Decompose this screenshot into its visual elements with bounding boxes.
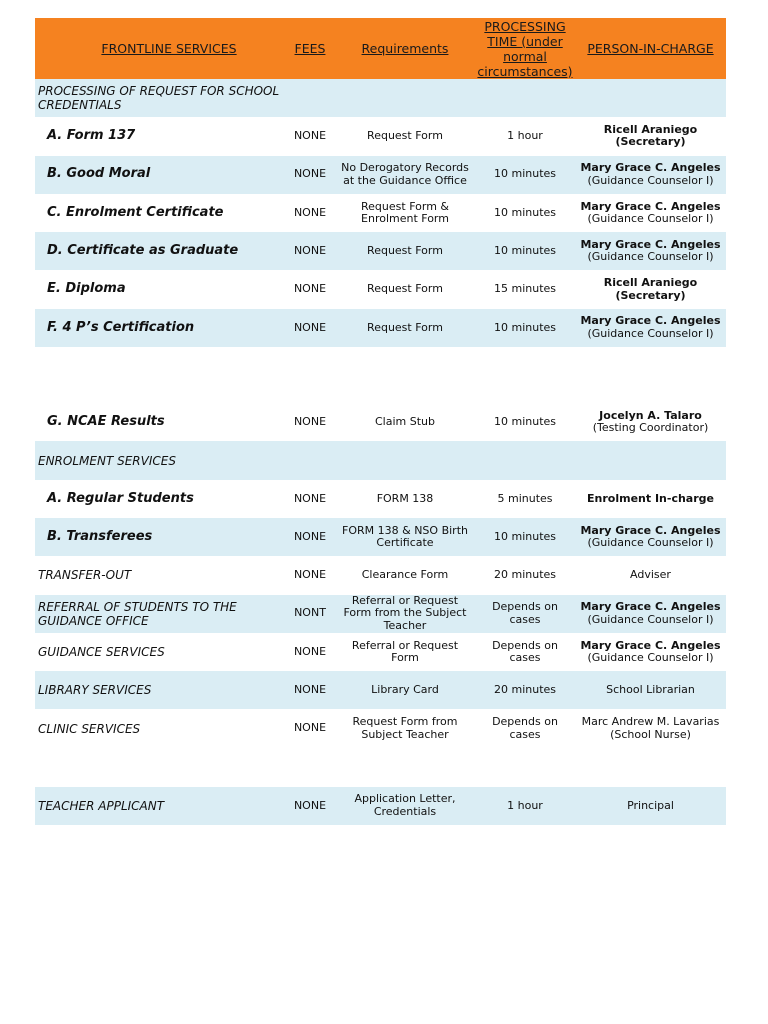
person-name: Enrolment In-charge bbox=[587, 491, 714, 505]
requirements-cell: Request Form bbox=[367, 244, 443, 258]
person-in-charge-cell bbox=[575, 162, 726, 187]
fees-cell: NONE bbox=[293, 320, 327, 334]
fees-cell: NONE bbox=[293, 167, 327, 181]
service-name: B. Good Moral bbox=[47, 166, 151, 182]
person-in-charge-cell bbox=[575, 239, 726, 264]
person-name: Mary Grace C. Angeles bbox=[580, 523, 721, 537]
processing-time-cell: Depends on cases bbox=[492, 715, 558, 741]
section-row bbox=[35, 441, 726, 479]
section-row bbox=[35, 79, 726, 117]
processing-time-cell: 10 minutes bbox=[493, 244, 557, 258]
person-role: (Guidance Counselor I) bbox=[587, 326, 714, 340]
header-frontline-services: FRONTLINE SERVICES bbox=[101, 41, 237, 56]
requirements-cell: Request Form bbox=[367, 320, 443, 334]
table-row bbox=[35, 671, 726, 709]
person-role: (Testing Coordinator) bbox=[592, 421, 709, 435]
person-name: Mary Grace C. Angeles bbox=[580, 199, 721, 213]
requirements-cell: Claim Stub bbox=[375, 414, 435, 428]
fees-cell: NONE bbox=[293, 129, 327, 143]
service-name: TRANSFER-OUT bbox=[38, 568, 132, 583]
person-in-charge-cell bbox=[575, 640, 726, 665]
processing-time-cell: 10 minutes bbox=[493, 205, 557, 219]
processing-time-cell: Depends on cases bbox=[492, 638, 558, 664]
fees-cell: NONE bbox=[293, 491, 327, 505]
table-row bbox=[35, 480, 726, 518]
person-name: Mary Grace C. Angeles bbox=[580, 638, 721, 652]
service-name: G. NCAE Results bbox=[47, 413, 165, 429]
person-role: (School Nurse) bbox=[610, 727, 691, 741]
service-name: F. 4 P’s Certification bbox=[47, 319, 195, 335]
person-in-charge-cell bbox=[575, 410, 726, 435]
processing-time-cell: 10 minutes bbox=[493, 167, 557, 181]
processing-time-cell: 15 minutes bbox=[493, 282, 557, 296]
person-name: Ricell Araniego bbox=[603, 122, 698, 136]
processing-time-cell: 10 minutes bbox=[493, 529, 557, 543]
fees-cell: NONE bbox=[293, 798, 327, 812]
person-in-charge-cell bbox=[575, 525, 726, 550]
person-in-charge-cell bbox=[575, 315, 726, 340]
person-in-charge-cell bbox=[575, 601, 726, 626]
person-name: Jocelyn A. Talaro bbox=[599, 408, 702, 422]
table-row bbox=[35, 595, 726, 633]
service-name: A. Form 137 bbox=[47, 128, 136, 144]
person-in-charge-cell bbox=[575, 684, 726, 697]
person-in-charge-cell bbox=[575, 124, 726, 149]
service-name: ENROLMENT SERVICES bbox=[38, 453, 176, 468]
requirements-cell: Application Letter, Credentials bbox=[354, 792, 456, 818]
person-in-charge-cell bbox=[575, 493, 726, 506]
fees-cell: NONT bbox=[294, 606, 326, 620]
person-name: Adviser bbox=[630, 568, 671, 582]
person-name: Ricell Araniego bbox=[603, 276, 698, 290]
table-row bbox=[35, 787, 726, 825]
person-name: Mary Grace C. Angeles bbox=[580, 314, 721, 328]
service-name: D. Certificate as Graduate bbox=[47, 243, 239, 259]
fees-cell: NONE bbox=[293, 568, 327, 582]
requirements-cell: Referral or Request Form from the Subject Teacher bbox=[343, 593, 467, 632]
person-name: Marc Andrew M. Lavarias bbox=[581, 715, 720, 729]
person-name: School Librarian bbox=[606, 683, 695, 697]
person-role: (Guidance Counselor I) bbox=[587, 250, 714, 264]
service-name: CLINIC SERVICES bbox=[38, 721, 141, 736]
fees-cell: NONE bbox=[293, 683, 327, 697]
service-name: E. Diploma bbox=[47, 281, 126, 297]
person-name: Principal bbox=[627, 798, 674, 812]
processing-time-cell: 10 minutes bbox=[493, 414, 557, 428]
requirements-cell: FORM 138 & NSO Birth Certificate bbox=[342, 523, 468, 550]
header-fees: FEES bbox=[294, 41, 326, 56]
table-header bbox=[35, 18, 726, 79]
person-role: (Secretary) bbox=[615, 135, 686, 149]
fees-cell: NONE bbox=[293, 282, 327, 296]
person-role: (Secretary) bbox=[615, 288, 686, 302]
person-role: (Guidance Counselor I) bbox=[587, 173, 714, 187]
processing-time-cell: 1 hour bbox=[507, 798, 543, 812]
service-name: B. Transferees bbox=[47, 528, 153, 544]
service-name: LIBRARY SERVICES bbox=[38, 683, 152, 698]
requirements-cell: FORM 138 bbox=[376, 491, 434, 505]
person-in-charge-cell bbox=[575, 716, 726, 741]
processing-time-cell: 1 hour bbox=[507, 129, 543, 143]
fees-cell: NONE bbox=[293, 529, 327, 543]
person-name: Mary Grace C. Angeles bbox=[580, 600, 721, 614]
fees-cell: NONE bbox=[293, 721, 327, 735]
table-row bbox=[35, 518, 726, 556]
requirements-cell: No Derogatory Records at the Guidance Office bbox=[341, 161, 469, 187]
person-role: (Guidance Counselor I) bbox=[587, 651, 714, 664]
table-row bbox=[35, 156, 726, 194]
table-row bbox=[35, 309, 726, 347]
person-in-charge-cell bbox=[575, 569, 726, 582]
fees-cell: NONE bbox=[293, 414, 327, 428]
requirements-cell: Request Form bbox=[367, 129, 443, 143]
table-row bbox=[35, 232, 726, 270]
service-name: TEACHER APPLICANT bbox=[38, 798, 165, 813]
requirements-cell: Library Card bbox=[371, 683, 439, 697]
processing-time-cell: 5 minutes bbox=[497, 491, 553, 505]
requirements-cell: Referral or Request Form bbox=[351, 638, 459, 664]
table-spacer bbox=[35, 347, 726, 403]
table-row bbox=[35, 117, 726, 155]
fees-cell: NONE bbox=[293, 244, 327, 258]
processing-time-cell: 20 minutes bbox=[493, 568, 557, 582]
processing-time-cell: 20 minutes bbox=[493, 683, 557, 697]
person-role: (Guidance Counselor I) bbox=[587, 536, 714, 550]
table-body bbox=[35, 79, 726, 825]
header-processing-time: PROCESSING TIME (under normal circumstances) bbox=[477, 18, 573, 79]
table-row bbox=[35, 709, 726, 747]
table-row bbox=[35, 403, 726, 441]
person-in-charge-cell bbox=[575, 201, 726, 226]
person-name: Mary Grace C. Angeles bbox=[580, 237, 721, 251]
table-spacer bbox=[35, 748, 726, 787]
person-in-charge-cell bbox=[575, 800, 726, 813]
service-name: C. Enrolment Certificate bbox=[47, 204, 224, 220]
service-name: PROCESSING OF REQUEST FOR SCHOOL CREDENTIALS bbox=[38, 84, 280, 113]
processing-time-cell: 10 minutes bbox=[493, 320, 557, 334]
fees-cell: NONE bbox=[293, 205, 327, 219]
person-in-charge-cell bbox=[575, 277, 726, 302]
person-role: (Guidance Counselor I) bbox=[587, 212, 714, 226]
requirements-cell: Request Form bbox=[367, 282, 443, 296]
header-person-in-charge: PERSON-IN-CHARGE bbox=[587, 41, 714, 56]
person-role: (Guidance Counselor I) bbox=[587, 612, 714, 626]
service-name: REFERRAL OF STUDENTS TO THE GUIDANCE OFFICE bbox=[38, 599, 237, 628]
service-name: GUIDANCE SERVICES bbox=[38, 645, 165, 659]
fees-cell: NONE bbox=[293, 644, 327, 658]
header-requirements: Requirements bbox=[361, 41, 449, 56]
service-name: A. Regular Students bbox=[47, 490, 194, 506]
citizens-charter-table bbox=[35, 18, 726, 825]
requirements-cell: Request Form from Subject Teacher bbox=[352, 715, 458, 741]
requirements-cell: Request Form & Enrolment Form bbox=[361, 199, 449, 226]
person-name: Mary Grace C. Angeles bbox=[580, 161, 721, 175]
requirements-cell: Clearance Form bbox=[361, 568, 449, 582]
table-row bbox=[35, 556, 726, 594]
table-row bbox=[35, 194, 726, 232]
table-row bbox=[35, 270, 726, 308]
processing-time-cell: Depends on cases bbox=[492, 600, 558, 626]
table-row bbox=[35, 633, 726, 671]
